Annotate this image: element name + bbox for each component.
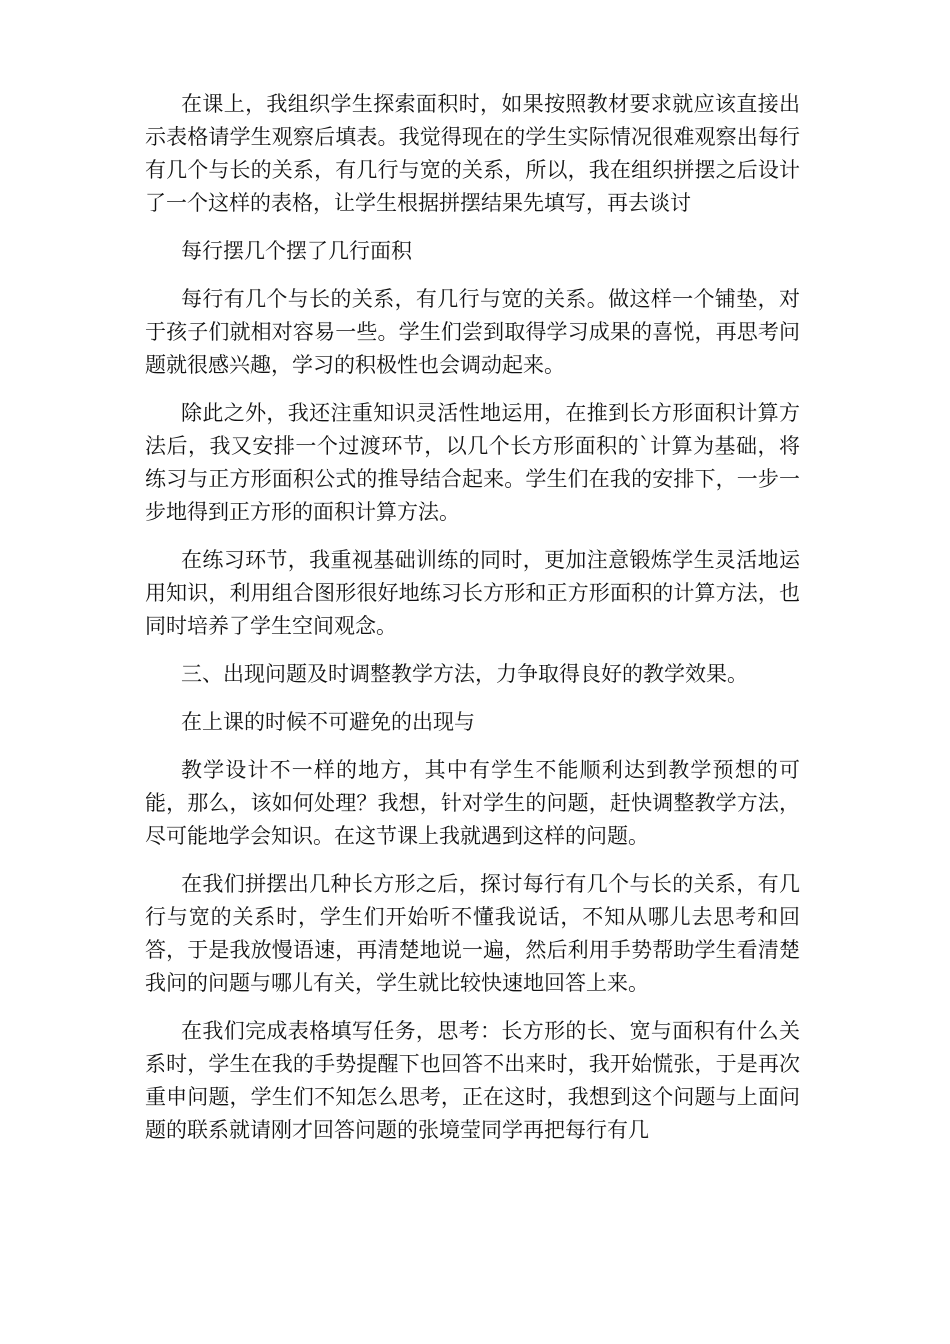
paragraph: 除此之外，我还注重知识灵活性地运用，在推到长方形面积计算方法后，我又安排一个过渡环节，以几个长方形面积的`计算为基础，将练习与正方形面积公式的推导结合起来。学生们在我的安排下，一步一步地得到正方形的面积计算方法。 — [145, 401, 800, 524]
section-heading: 三、出现问题及时调整教学方法，力争取得良好的教学效果。 — [181, 662, 748, 686]
paragraph: 在课上，我组织学生探索面积时，如果按照教材要求就应该直接出示表格请学生观察后填表。我觉得现在的学生实际情况很难观察出每行有几个与长的关系，有几行与宽的关系，所以，我在组织拼摆之后设计了一个这样的表格，让学生根据拼摆结果先填写，再去谈讨 — [145, 92, 800, 215]
paragraph: 每行有几个与长的关系，有几行与宽的关系。做这样一个铺垫，对于孩子们就相对容易一些。学生们尝到取得学习成果的喜悦，再思考问题就很感兴趣，学习的积极性也会调动起来。 — [145, 287, 800, 377]
paragraph: 教学设计不一样的地方，其中有学生不能顺利达到教学预想的可能，那么，该如何处理？我想，针对学生的问题，赶快调整教学方法，尽可能地学会知识。在这节课上我就遇到这样的问题。 — [145, 758, 800, 848]
paragraph: 在我们拼摆出几种长方形之后，探讨每行有几个与长的关系，有几行与宽的关系时，学生们开始听不懂我说话，不知从哪儿去思考和回答，于是我放慢语速，再清楚地说一遍，然后利用手势帮助学生看清楚我问的问题与哪儿有关，学生就比较快速地回答上来。 — [145, 872, 800, 995]
paragraph: 在上课的时候不可避免的出现与 — [181, 710, 475, 734]
paragraph: 每行摆几个摆了几行面积 — [181, 239, 412, 263]
paragraph: 在练习环节，我重视基础训练的同时，更加注意锻炼学生灵活地运用知识，利用组合图形很好地练习长方形和正方形面积的计算方法，也同时培养了学生空间观念。 — [145, 548, 800, 638]
paragraph: 在我们完成表格填写任务，思考：长方形的长、宽与面积有什么关系时，学生在我的手势提醒下也回答不出来时，我开始慌张，于是再次重申问题，学生们不知怎么思考，正在这时，我想到这个问题与上面问题的联系就请刚才回答问题的张境莹同学再把每行有几 — [145, 1019, 800, 1142]
